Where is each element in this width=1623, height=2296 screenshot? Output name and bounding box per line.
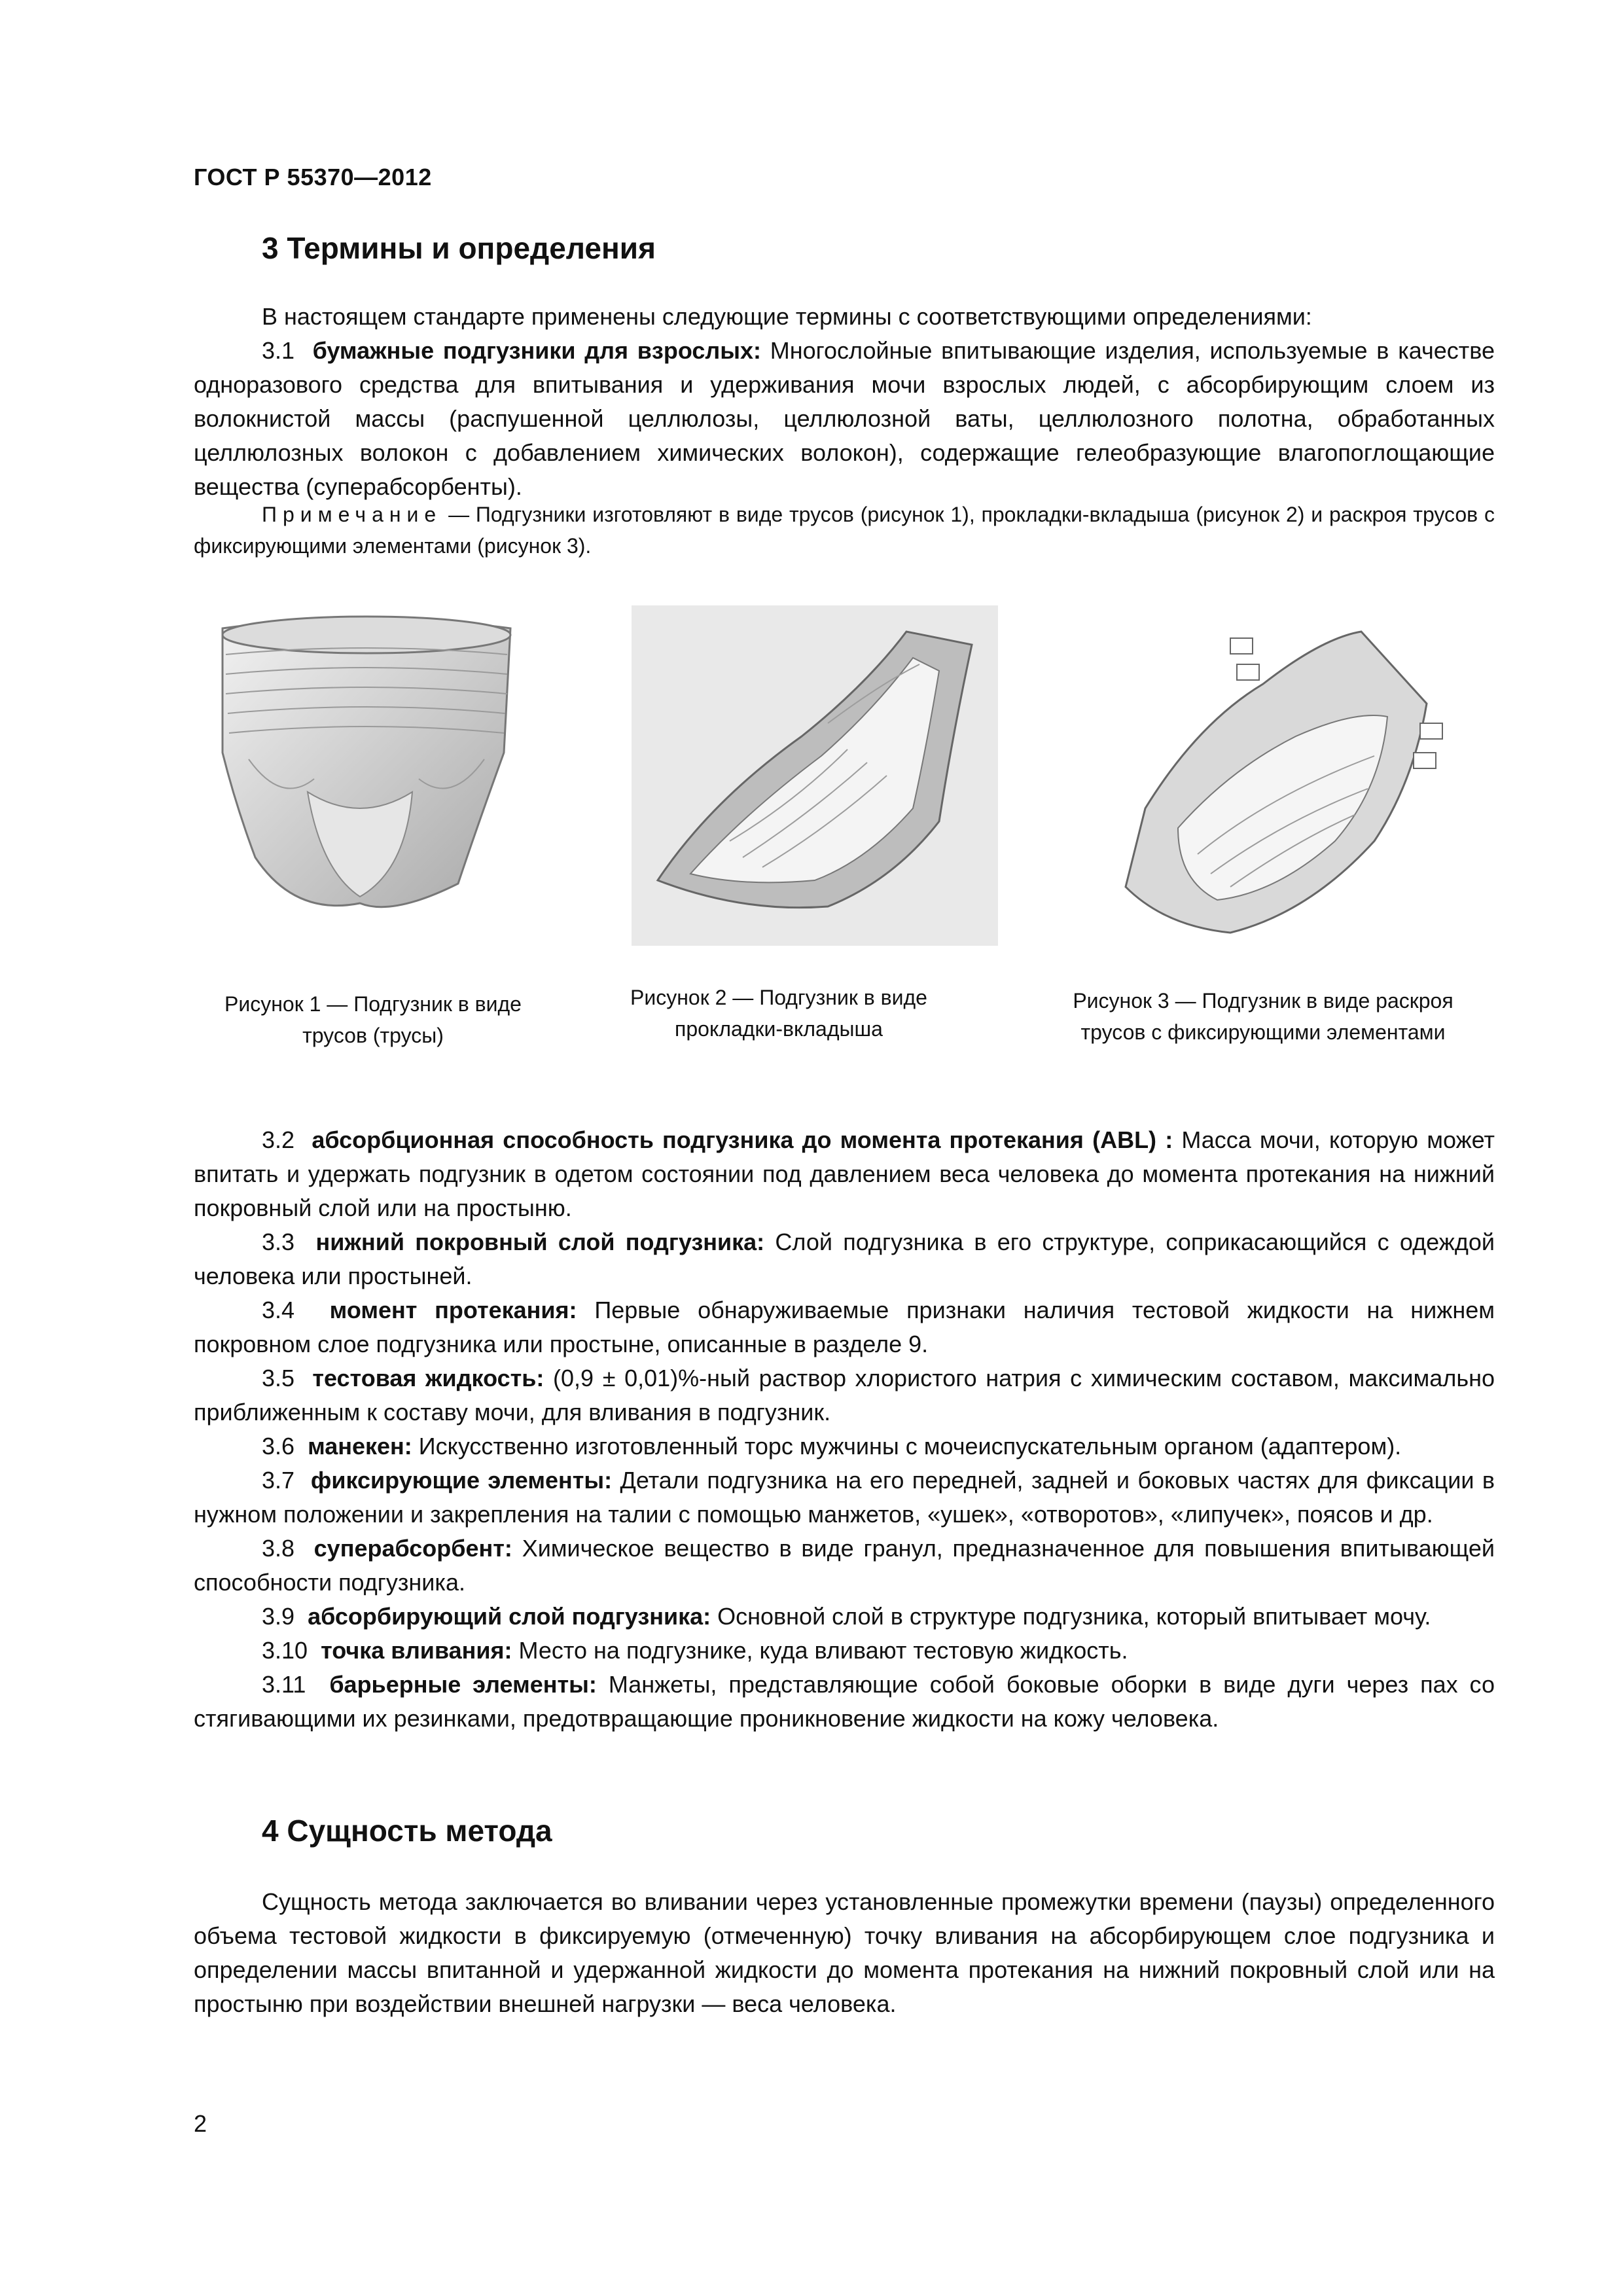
term-3-9 [194,1600,1495,1634]
document-header: ГОСТ Р 55370—2012 [194,164,432,190]
term-name: барьерные элементы: [329,1671,597,1698]
term-3-5 [194,1361,1495,1429]
term-number: 3.10 [262,1637,308,1664]
section-4-body [194,1885,1495,2021]
term-3-6 [194,1429,1495,1463]
term-name: фиксирующие элементы: [310,1467,613,1494]
term-name: нижний покровный слой подгузника: [315,1229,765,1255]
term-number: 3.4 [262,1297,295,1323]
term-name: точка вливания: [321,1637,512,1664]
term-3-2 [194,1123,1495,1225]
figure-2-insert-pad-image [632,605,998,946]
term-definition: Место на подгузнике, куда вливают тестовую жидкость. [518,1637,1128,1664]
figure-3-tape-diaper-image [1099,612,1466,952]
term-number: 3.9 [262,1603,295,1630]
term-number: 3.5 [262,1365,295,1391]
term-definition: Первые обнаруживаемые признаки наличия тестовой жидкости на нижнем покровном слое подгузника или простыне, описанные в разделе 9. [194,1297,1495,1357]
term-name: абсорбционная способность подгузника до момента протекания (ABL) : [312,1126,1173,1153]
term-name: абсорбирующий слой подгузника: [308,1603,711,1630]
term-number: 3.7 [262,1467,295,1494]
term-definition: (0,9 ± 0,01)%-ный раствор хлористого натрия с химическим составом, максимально приближенным к составу мочи, для вливания в подгузник. [194,1365,1495,1426]
section-4-paragraph: Сущность метода заключается во вливании через установленные промежутки времени (паузы) определенного объема тестовой жидкости в фиксируемую (отмеченную) точку вливания на абсорбирующем слое подгузника и определении массы впитанной и удержанной жидкости до момента протекания на нижний покровный слой или на простыню при воздействии внешней нагрузки — веса человека. [194,1888,1495,2017]
term-number: 3.11 [262,1671,306,1698]
term-3-7 [194,1463,1495,1532]
term-definition: Манжеты, представляющие собой боковые оборки в виде дуги через пах со стягивающими их резинками, предотвращающие проникновение жидкости на кожу человека. [194,1671,1495,1732]
figure-1-pants-diaper-image [196,609,537,949]
term-number: 3.8 [262,1535,295,1562]
term-name: бумажные подгузники для взрослых: [312,337,761,364]
section-4-title: 4 Сущность метода [262,1814,552,1848]
note-text: — Подгузники изготовляют в виде трусов (рисунок 1), прокладки-вкладыша (рисунок 2) и раскроя трусов с фиксирующими элементами (рисунок 3). [194,503,1495,558]
note-label: Примечание [262,503,442,526]
term-3-4 [194,1293,1495,1361]
term-definition: Химическое вещество в виде гранул, предназначенное для повышения впитывающей способности подгузника. [194,1535,1495,1596]
page-number: 2 [194,2110,207,2137]
figure-2-caption: Рисунок 2 — Подгузник в виде прокладки-вкладыша [630,986,927,1041]
term-3-10 [194,1634,1495,1668]
note-block [194,499,1495,562]
term-definition: Многослойные впитывающие изделия, используемые в качестве одноразового средства для впитывания и удерживания мочи взрослых людей, с абсорбирующим слоем из волокнистой массы (распушенной целлюлозы, целлюлозной ваты, целлюлозного полотна, обработанных целлюлозных волокон с добавлением химических волокон), содержащие гелеобразующие влагопоглощающие вещества (суперабсорбенты). [194,337,1495,500]
term-number: 3.1 [262,337,295,364]
term-name: тестовая жидкость: [312,1365,544,1391]
term-3-1 [194,334,1495,504]
term-definition: Детали подгузника на его передней, задней и боковых частях для фиксации в нужном положении и закрепления на талии с помощью манжетов, «ушек», «отворотов», «липучек», поясов и др. [194,1467,1495,1528]
figure-3-caption: Рисунок 3 — Подгузник в виде раскроя трусов с фиксирующими элементами [1073,989,1454,1044]
term-definition: Искусственно изготовленный торс мужчины с мочеиспускательным органом (адаптером). [418,1433,1402,1460]
term-name: суперабсорбент: [313,1535,512,1562]
intro-paragraph: В настоящем стандарте применены следующие термины с соответствующими определениями: [262,303,1312,330]
section-3-title: 3 Термины и определения [262,231,656,265]
term-definition: Масса мочи, которую может впитать и удержать подгузник в одетом состоянии под давлением веса человека до момента протекания на нижний покровный слой или на простыню. [194,1126,1495,1221]
figure-1-caption: Рисунок 1 — Подгузник в виде трусов (трусы) [224,992,522,1047]
term-3-11 [194,1668,1495,1736]
terms-list [194,1123,1495,1736]
term-definition: Слой подгузника в его структуре, соприкасающийся с одеждой человека или простыней. [194,1229,1495,1289]
term-definition: Основной слой в структуре подгузника, который впитывает мочу. [717,1603,1431,1630]
term-number: 3.2 [262,1126,295,1153]
term-3-8 [194,1532,1495,1600]
term-3-3 [194,1225,1495,1293]
term-name: манекен: [308,1433,412,1460]
section-3-body [194,300,1495,504]
term-number: 3.3 [262,1229,295,1255]
term-number: 3.6 [262,1433,295,1460]
term-name: момент протекания: [329,1297,577,1323]
